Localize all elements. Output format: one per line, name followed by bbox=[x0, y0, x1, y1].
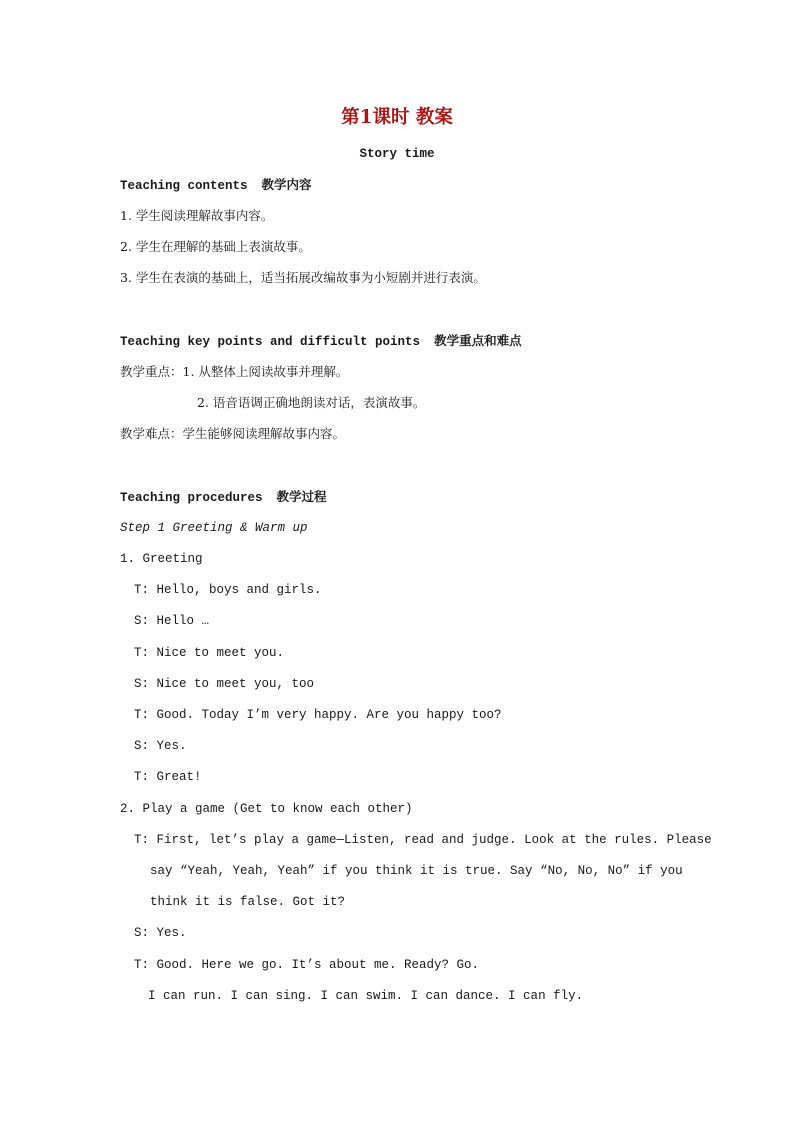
dialogue-line: T: Great! bbox=[134, 770, 202, 784]
dialogue-line: S: Yes. bbox=[134, 739, 187, 753]
dialogue-line: S: Yes. bbox=[134, 926, 187, 940]
list-item: 3. 学生在表演的基础上，适当拓展改编故事为小短剧并进行表演。 bbox=[120, 270, 486, 285]
step-heading: Step 1 Greeting & Warm up bbox=[120, 521, 308, 535]
dialogue-line: T: Hello, boys and girls. bbox=[134, 583, 322, 597]
section-heading-procedures bbox=[120, 489, 327, 506]
key-point-line: 2. 语音语调正确地朗读对话，表演故事。 bbox=[197, 395, 426, 410]
page-title: 第1课时 教案 bbox=[341, 107, 453, 128]
page-subtitle: Story time bbox=[359, 147, 435, 161]
dialogue-line: T: Good. Today I’m very happy. Are you happy too? bbox=[134, 708, 502, 722]
section-heading-key-points bbox=[120, 333, 522, 350]
heading-zh: 教学重点和难点 bbox=[434, 333, 522, 348]
dialogue-line: T: Nice to meet you. bbox=[134, 646, 285, 660]
section-heading-contents bbox=[120, 177, 312, 194]
dialogue-line: I can run. I can sing. I can swim. I can dance. I can fly. bbox=[148, 989, 584, 1003]
list-item: 2. 学生在理解的基础上表演故事。 bbox=[120, 239, 311, 254]
heading-en: Teaching procedures bbox=[120, 491, 263, 505]
difficult-point-line: 教学难点：学生能够阅读理解故事内容。 bbox=[120, 426, 346, 441]
dialogue-line: S: Nice to meet you, too bbox=[134, 677, 315, 691]
sub-heading-greeting: 1. Greeting bbox=[120, 552, 203, 566]
heading-zh: 教学过程 bbox=[276, 489, 327, 504]
list-item: 1. 学生阅读理解故事内容。 bbox=[120, 208, 274, 223]
sub-heading-game: 2. Play a game (Get to know each other) bbox=[120, 802, 413, 816]
heading-en: Teaching contents bbox=[120, 179, 248, 193]
dialogue-line: T: Good. Here we go. It’s about me. Ready? Go. bbox=[134, 958, 480, 972]
dialogue-line: T: First, let’s play a game—Listen, read and judge. Look at the rules. Please bbox=[134, 833, 712, 847]
dialogue-line: S: Hello … bbox=[134, 614, 210, 628]
heading-en: Teaching key points and difficult points bbox=[120, 335, 421, 349]
heading-zh: 教学内容 bbox=[261, 177, 312, 192]
key-point-line: 教学重点：1. 从整体上阅读故事并理解。 bbox=[120, 364, 349, 379]
dialogue-line: think it is false. Got it? bbox=[150, 895, 346, 909]
dialogue-line: say “Yeah, Yeah, Yeah” if you think it is true. Say “No, No, No” if you bbox=[150, 864, 683, 878]
